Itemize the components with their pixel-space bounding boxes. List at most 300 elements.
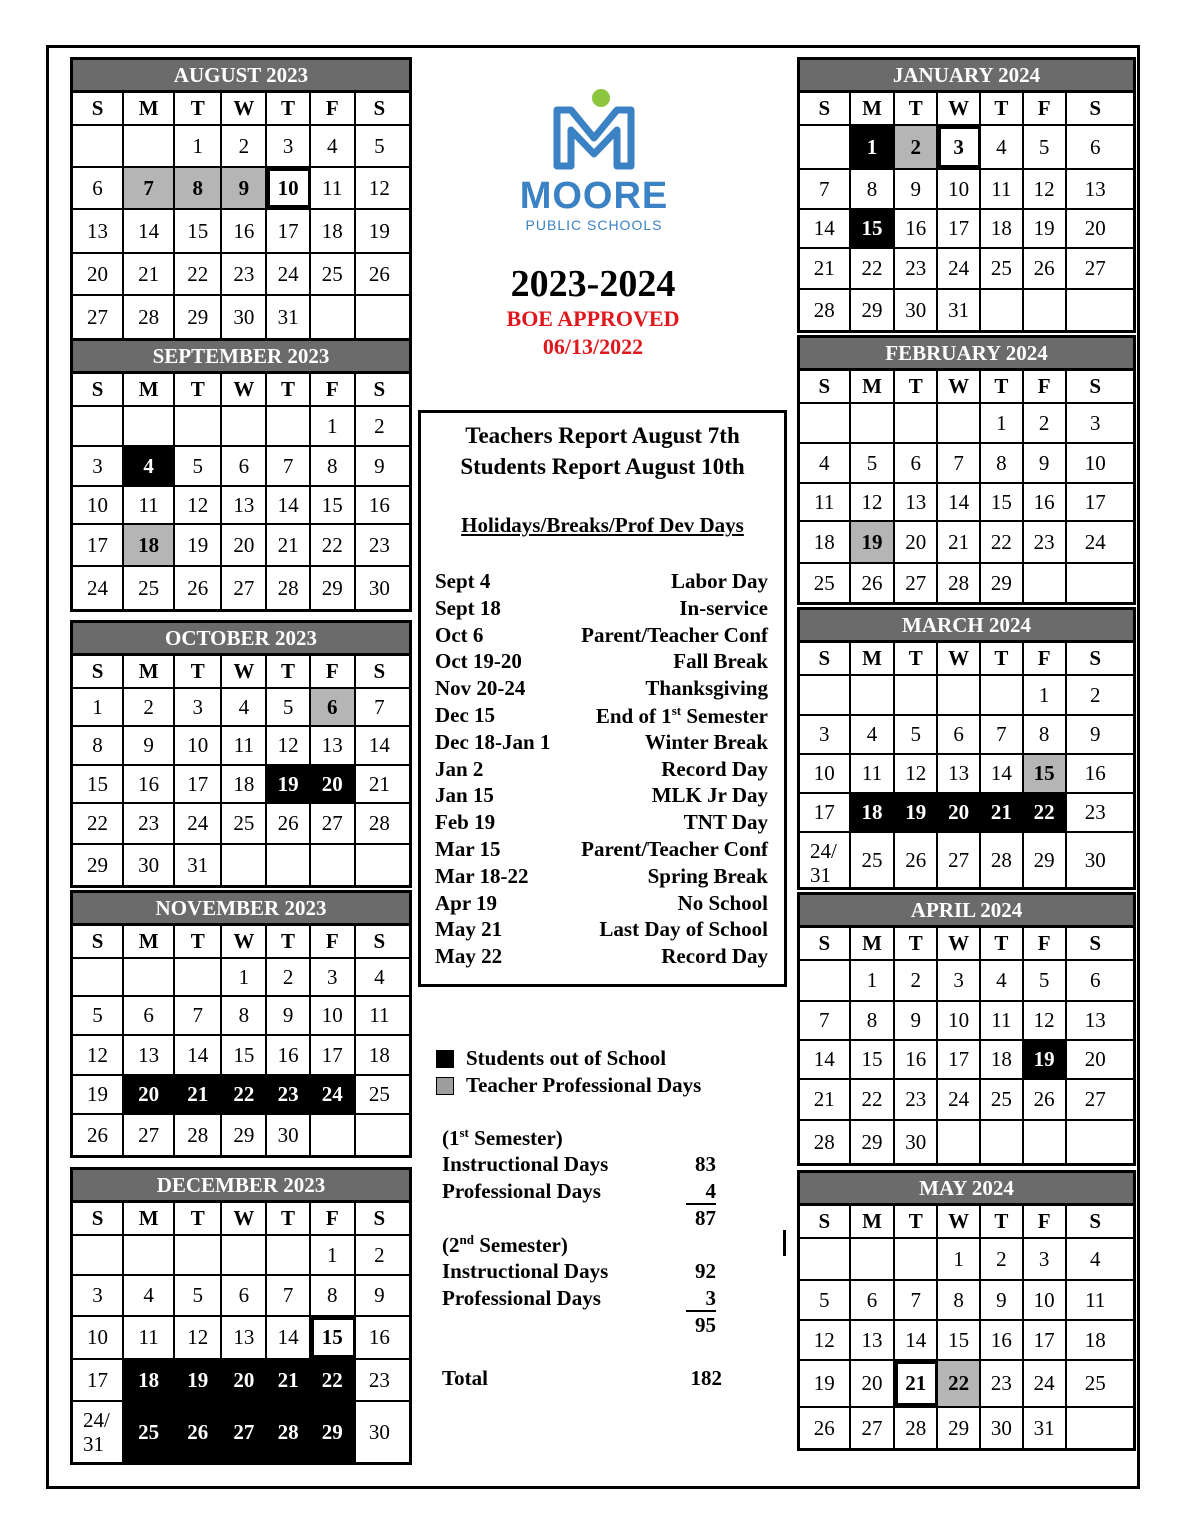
weekday-header [800,643,1133,676]
weekday-label: W [222,93,267,124]
day-cell: 21 [124,254,175,294]
day-cell: 10 [1084,450,1106,475]
weekday-label: F [1024,928,1067,959]
day-cell: 8 [311,447,356,485]
empty-cell [895,404,938,442]
day-cell: 25 [222,804,267,843]
week-row [800,290,1133,330]
month-title: NOVEMBER 2023 [73,890,409,926]
empty-cell [1024,1121,1067,1163]
day-cell: 4 [222,689,267,725]
month-title: SEPTEMBER 2023 [73,338,409,374]
day-cell: 3 [1090,410,1101,435]
holiday-row [435,676,768,701]
week-row [800,1041,1133,1080]
week-row [800,716,1133,755]
week-row [800,676,1133,716]
weekday-label: T [175,93,222,124]
day-cell: 4 [981,961,1024,1000]
week-row [73,1115,409,1155]
day-cell: 26 [267,804,310,843]
week-row [73,525,409,567]
weekday-label: F [1024,643,1067,674]
day-cell: 20 [1084,1047,1106,1071]
day-cell: 4 [124,447,175,485]
sem1-instr: 83 [695,1152,716,1176]
day-cell: 30 [895,1121,938,1163]
day-cell: 10 [938,1002,981,1039]
empty-cell [267,1236,310,1274]
day-cell: 26 [800,1408,851,1448]
month-december-2023 [70,1167,412,1465]
weekday-label: M [851,643,896,674]
day-cell: 6 [895,444,938,482]
day-cell: 5 [73,997,124,1034]
day-cell: 3 [800,716,851,753]
day-cell: 20 [938,794,981,831]
day-cell: 23 [895,1080,938,1119]
day-cell: 30 [124,845,175,885]
day-cell: 25 [981,1080,1024,1119]
holiday-name: Spring Break [647,863,768,888]
week-row [800,126,1133,170]
week-row [73,766,409,804]
week-row [800,1321,1133,1361]
day-cell: 21 [895,1361,938,1406]
day-cell: 12 [800,1321,851,1359]
day-cell: 26 [895,833,938,887]
day-cell: 9 [1024,444,1067,482]
week-row [73,296,409,338]
day-cell: 28 [800,290,851,330]
day-cell: 19 [175,1360,222,1400]
day-cell: 4 [800,444,851,482]
day-cell: 28 [800,1121,851,1163]
day-cell: 6 [222,447,267,485]
month-title: MARCH 2024 [800,607,1133,643]
sem2-total: 95 [695,1313,716,1337]
teachers-report: Teachers Report August 7th [465,423,740,448]
sem2-prof: 3 [656,1286,716,1311]
day-cell: 24 [938,1080,981,1119]
empty-cell [800,126,851,168]
day-cell: 28 [368,811,390,835]
day-cell: 10 [800,755,851,792]
week-row [800,522,1133,564]
weekday-label: S [800,928,851,959]
holiday-row [435,864,768,889]
day-cell: 3 [938,126,981,168]
legend-black-label: Students out of School [466,1046,667,1070]
day-cell: 30 [368,575,390,600]
day-cell: 16 [267,1036,310,1074]
day-cell: 2 [374,413,385,438]
holiday-date: Oct 19-20 [435,649,522,674]
week-row [800,1121,1133,1163]
empty-cell [124,1236,175,1274]
month-february-2024 [797,335,1136,605]
day-cell: 20 [1084,216,1106,240]
holiday-name: Winter Break [644,729,768,754]
month-title: DECEMBER 2023 [73,1167,409,1203]
week-row [73,689,409,727]
week-row [800,833,1133,887]
week-row [73,727,409,766]
day-cell: 11 [1085,1287,1106,1312]
day-cell: 25 [981,249,1024,288]
week-row [800,1408,1133,1448]
sem2-label: (2nd Semester) [442,1232,568,1257]
day-cell: 16 [222,210,267,252]
weekday-label: S [373,377,386,401]
day-cell: 14 [124,210,175,252]
day-cell: 10 [175,727,222,764]
weekday-label: S [73,926,124,957]
day-cell: 11 [981,1002,1024,1039]
holiday-name: Labor Day [670,569,768,593]
day-cell: 9 [1090,722,1101,746]
day-cell: 15 [981,484,1024,520]
empty-cell [311,845,356,885]
day-cell: 1 [73,689,124,725]
weekday-label: T [175,374,222,405]
holiday-date: Sept 4 [435,569,491,593]
day-cell: 19 [368,218,390,243]
day-cell: 22 [73,804,124,843]
weekday-label: M [124,93,175,124]
week-row [73,567,409,609]
week-row [800,170,1133,210]
day-cell: 17 [73,525,124,565]
day-cell: 2 [267,959,310,995]
day-cell: 17 [938,1041,981,1078]
month-april-2024 [797,892,1136,1166]
day-cell: 1 [222,959,267,995]
day-cell: 24 [938,249,981,288]
day-cell: 3 [267,126,310,166]
day-cell: 15 [73,766,124,802]
empty-cell [175,1236,222,1274]
sem2-prof-label: Professional Days [442,1286,601,1310]
day-cell: 12 [175,1317,222,1358]
day-cell: 9 [895,1002,938,1039]
day-cell: 15 [851,1041,896,1078]
day-cell: 25 [124,567,175,609]
day-cell: 15 [1024,755,1067,792]
day-cell: 24 [311,1076,356,1113]
day-cell: 22 [311,1360,356,1400]
day-cell: 17 [73,1360,124,1400]
week-row [73,487,409,525]
day-cell: 22 [311,525,356,565]
week-row [73,959,409,997]
weekday-label: T [267,656,310,687]
day-cell: 21 [175,1076,222,1113]
week-row [73,126,409,168]
weekday-label: T [175,926,222,957]
day-cell: 11 [851,755,896,792]
moore-m-icon [549,88,639,172]
day-cell: 28 [267,1402,310,1462]
weekday-label: T [981,93,1024,124]
day-cell: 1 [938,1239,981,1279]
weekday-header [73,656,409,689]
weekday-label: T [267,93,310,124]
day-cell: 12 [175,487,222,523]
day-cell: 27 [222,1402,267,1462]
day-cell: 13 [1084,1008,1106,1032]
empty-cell [124,407,175,445]
day-cell: 16 [895,210,938,247]
day-cell: 19 [175,525,222,565]
day-cell: 26 [175,567,222,609]
holiday-name: In-service [679,595,768,620]
day-cell: 11 [124,487,175,523]
holiday-date: Dec 18-Jan 1 [435,729,551,754]
sem1-prof: 4 [656,1179,716,1204]
day-cell: 9 [124,727,175,764]
day-cell: 11 [800,484,851,520]
day-cell: 7 [374,694,385,719]
day-cell: 29 [175,296,222,338]
holiday-date: Mar 18-22 [435,863,529,888]
day-cell: 11 [222,727,267,764]
day-cell: 30 [222,296,267,338]
holiday-row [435,810,768,835]
day-cell: 8 [938,1281,981,1319]
day-cell: 20 [222,1360,267,1400]
day-cell: 7 [981,716,1024,753]
weekday-label: W [938,928,981,959]
day-cell: 5 [851,444,896,482]
empty-cell [267,845,310,885]
day-cell: 29 [938,1408,981,1448]
weekday-label: T [895,1206,938,1237]
sem1-instr-label: Instructional Days [442,1152,609,1176]
week-row [800,1281,1133,1321]
empty-cell [222,845,267,885]
empty-cell [800,676,851,714]
day-cell: 9 [374,1283,385,1307]
day-cell: 5 [1024,126,1067,168]
day-cell: 27 [851,1408,896,1448]
day-cell: 22 [981,522,1024,562]
day-cell: 16 [1084,761,1106,785]
weekday-label: S [800,1206,851,1237]
day-cell: 5 [267,689,310,725]
empty-cell [1024,564,1067,602]
day-cell: 15 [311,487,356,523]
day-cell: 10 [73,1317,124,1358]
week-row [73,997,409,1036]
weekday-label: S [1089,1209,1102,1233]
empty-cell [981,676,1024,714]
day-cell: 25 [851,833,896,887]
day-cell: 14 [175,1036,222,1074]
day-cell: 14 [800,210,851,247]
day-cell: 20 [73,254,124,294]
day-cell: 15 [175,210,222,252]
day-cell: 1 [1024,676,1067,714]
holiday-row [435,596,768,621]
day-cell: 13 [938,755,981,792]
day-cell: 26 [851,564,896,602]
day-cell: 27 [73,296,124,338]
week-row [73,168,409,210]
day-cell: 10 [73,487,124,523]
holiday-row [435,944,768,969]
day-cell: 29 [222,1115,267,1155]
day-cell: 13 [222,1317,267,1358]
day-cell: 14 [938,484,981,520]
day-cell: 12 [1024,170,1067,208]
day-cell: 11 [981,170,1024,208]
weekday-label: T [267,926,310,957]
day-cell: 21 [368,771,390,796]
day-cell: 28 [175,1115,222,1155]
empty-cell [895,1239,938,1279]
sem2-instr-label: Instructional Days [442,1259,609,1283]
day-cell: 16 [368,1325,390,1349]
day-cell: 18 [368,1042,390,1067]
day-cell: 18 [311,210,356,252]
weekday-label: M [124,926,175,957]
day-cell: 5 [895,716,938,753]
weekday-label: W [938,93,981,124]
weekday-label: M [851,371,896,402]
empty-cell [222,407,267,445]
day-cell: 16 [368,492,390,517]
sem1-prof-label: Professional Days [442,1179,601,1203]
day-cell: 4 [124,1276,175,1315]
day-cell: 23 [981,1361,1024,1406]
moore-logo [512,88,676,238]
holiday-row [435,783,768,808]
day-cell: 17 [1024,1321,1067,1359]
day-cell: 27 [895,564,938,602]
day-cell: 24 [267,254,310,294]
weekday-label: S [373,659,386,683]
day-cell: 18 [1084,1327,1106,1352]
total-label: Total [442,1366,488,1390]
day-cell: 25 [124,1402,175,1462]
day-cell: 13 [895,484,938,520]
day-cell: 24 [1084,529,1106,554]
weekday-label: M [124,374,175,405]
day-cell: 7 [267,1276,310,1315]
holiday-name: Record Day [661,756,768,781]
weekday-label: T [267,1203,310,1234]
weekday-header [73,926,409,959]
day-cell: 29 [311,567,356,609]
weekday-label: T [175,1203,222,1234]
day-cell: 19 [895,794,938,831]
day-cell: 31 [175,845,222,885]
day-cell: 12 [895,755,938,792]
day-cell: 12 [851,484,896,520]
empty-cell [851,676,896,714]
weekday-label: M [124,656,175,687]
day-cell: 31 [1024,1408,1067,1448]
day-cell: 23 [124,804,175,843]
day-cell: 2 [222,126,267,166]
weekday-label: S [1089,646,1102,670]
weekday-label: W [222,1203,267,1234]
month-title: JANUARY 2024 [800,57,1133,93]
weekday-label: S [73,374,124,405]
day-cell: 21 [267,1360,310,1400]
black-swatch [436,1050,454,1068]
empty-cell [851,1239,896,1279]
weekday-header [73,1203,409,1236]
day-cell: 3 [311,959,356,995]
empty-cell [124,126,175,166]
week-row [800,961,1133,1002]
month-title: FEBRUARY 2024 [800,335,1133,371]
weekday-label: M [851,1206,896,1237]
day-cell: 24 [175,804,222,843]
day-cell: 13 [222,487,267,523]
day-cell: 30 [368,1419,390,1444]
day-cell: 10 [267,168,310,208]
day-cell: 11 [311,168,356,208]
day-cell: 23 [895,249,938,288]
day-cell: 3 [938,961,981,1000]
holiday-name: Thanksgiving [645,676,768,701]
day-cell: 29 [981,564,1024,602]
month-title: AUGUST 2023 [73,57,409,93]
holiday-date: Apr 19 [435,890,498,915]
day-cell: 2 [1090,682,1101,707]
week-row [800,564,1133,602]
day-cell: 18 [851,794,896,831]
day-cell: 28 [938,564,981,602]
day-cell: 25 [1084,1371,1106,1395]
week-row [73,845,409,885]
week-row [800,1080,1133,1121]
holiday-name: Last Day of School [599,917,768,942]
empty-cell [1067,564,1124,602]
day-cell: 1 [175,126,222,166]
week-row [73,1036,409,1076]
day-cell: 22 [1024,794,1067,831]
day-cell: 11 [124,1317,175,1358]
empty-cell [175,407,222,445]
week-row [73,1276,409,1317]
day-cell: 26 [1024,1080,1067,1119]
day-cell: 16 [895,1041,938,1078]
day-cell: 5 [374,133,385,158]
day-cell: 10 [311,997,356,1034]
day-cell: 13 [851,1321,896,1359]
day-cell: 22 [175,254,222,294]
day-cell: 21 [800,1080,851,1119]
empty-cell [267,407,310,445]
day-cell: 2 [981,1239,1024,1279]
month-may-2024 [797,1170,1136,1451]
weekday-label: S [800,371,851,402]
day-cell: 4 [1090,1246,1101,1271]
day-cell: 6 [73,168,124,208]
day-cell: 22 [938,1361,981,1406]
day-cell: 6 [124,997,175,1034]
month-title: OCTOBER 2023 [73,620,409,656]
week-row [73,1402,409,1462]
weekday-label: S [73,93,124,124]
weekday-header [73,93,409,126]
day-cell: 29 [73,845,124,885]
month-january-2024 [797,57,1136,333]
